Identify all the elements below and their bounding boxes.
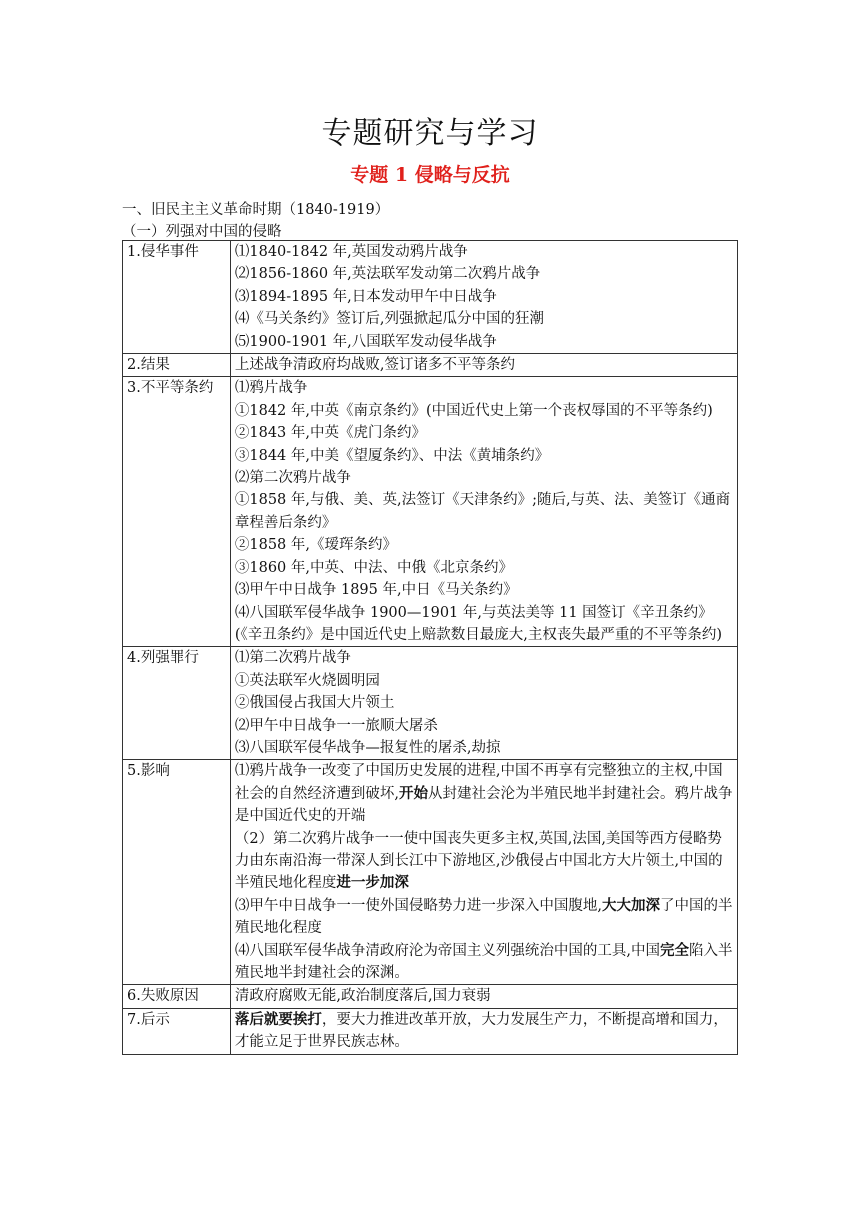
text-run: （2）第二次鸦片战争一一使中国丧失更多主权,英国,法国,美国等西方侵略势力由东南沿海一带深人到长江中下游地区,沙俄侵占中国北方大片领土,中国的半殖民地化程度 xyxy=(234,830,723,892)
row-content xyxy=(230,377,737,647)
paragraph xyxy=(235,940,733,985)
emphasis-text: 完全 xyxy=(659,941,689,959)
list-item: ⑷八国联军侵华战争 1900—1901 年,与英法美等 11 国签订《辛丑条约》(《辛丑条约》是中国近代史上赔款数目最庞大,主权丧失最严重的不平等条约) xyxy=(234,604,723,643)
table-row xyxy=(123,985,738,1008)
row-content xyxy=(230,647,737,760)
table-row xyxy=(123,760,738,985)
row-label: 4.列强罪行 xyxy=(123,647,231,760)
paragraph xyxy=(235,828,733,895)
list-item: ①英法联军火烧圆明园 xyxy=(234,672,380,689)
subsection-heading: （一）列强对中国的侵略 xyxy=(122,224,282,240)
row-content xyxy=(230,985,737,1008)
table-row xyxy=(123,354,738,377)
list-item: ⑷《马关条约》签订后,列强掀起瓜分中国的狂潮 xyxy=(234,311,544,328)
emphasis-text: 开始 xyxy=(398,784,428,802)
row-label: 2.结果 xyxy=(123,354,231,377)
topic-subtitle: 专题 1 侵略与反抗 xyxy=(350,164,510,186)
list-item: ③1860 年,中英、中法、中俄《北京条约》 xyxy=(234,559,513,576)
list-item: ⑴第二次鸦片战争 xyxy=(234,650,351,667)
list-item: 清政府腐败无能,政治制度落后,国力衰弱 xyxy=(234,988,491,1005)
text-run: ⑷八国联军侵华战争清政府沦为帝国主义列强统治中国的工具,中国 xyxy=(234,942,660,959)
row-label: 5.影响 xyxy=(123,760,231,985)
text-run: ⑴鸦片战争一改变了中国历史发展的进程,中国不再享有完整独立的主权,中国社会的自然经济遭到破坏, xyxy=(234,763,723,802)
list-item: ①1858 年,与俄、美、英,法签订《天津条约》;随后,与英、法、美签订《通商章程善后条约》 xyxy=(234,492,731,531)
paragraph xyxy=(235,760,733,827)
list-item: ⑶甲午中日战争 1895 年,中日《马关条约》 xyxy=(234,582,518,599)
text-run: 陷入半殖民地半封建社会的深渊。 xyxy=(234,942,733,981)
text-run: ，要大力推进改革开放，大力发展生产力，不断提高增和国力，才能立足于世界民族志林。 xyxy=(234,1011,728,1051)
list-item: ⑴鸦片战争 xyxy=(234,380,308,397)
table-row xyxy=(123,1008,738,1054)
list-item: ⑵第二次鸦片战争 xyxy=(234,470,351,487)
table-row xyxy=(123,647,738,760)
row-content xyxy=(230,1008,737,1054)
text-run: 了中国的半殖民地化程度 xyxy=(234,897,733,937)
paragraph xyxy=(235,1009,733,1054)
list-item: 上述战争清政府均战败,签订诸多不平等条约 xyxy=(234,357,515,374)
list-item: ⑵1856-1860 年,英法联军发动第二次鸦片战争 xyxy=(234,266,541,283)
list-item: ⑶1894-1895 年,日本发动甲午中日战争 xyxy=(234,288,497,305)
page-title: 专题研究与学习 xyxy=(321,116,539,151)
list-item: ⑶八国联军侵华战争—报复性的屠杀,劫掠 xyxy=(234,739,501,756)
list-item: ②1858 年,《瑷珲条约》 xyxy=(234,537,397,554)
row-label: 1.侵华事件 xyxy=(123,241,231,354)
row-label: 6.失败原因 xyxy=(123,985,231,1008)
row-content xyxy=(230,760,737,985)
table-row xyxy=(123,377,738,647)
text-run: 从封建社会沦为半殖民地半封建社会。鸦片战争是中国近代史的开端 xyxy=(234,785,733,825)
section-heading: 一、旧民主主义革命时期（1840-1919） xyxy=(122,202,390,218)
text-run: ⑶甲午中日战争一一使外国侵略势力进一步深入中国腹地, xyxy=(234,897,602,914)
list-item: ⑴1840-1842 年,英国发动鸦片战争 xyxy=(234,244,468,260)
row-content xyxy=(230,354,737,377)
emphasis-text: 大大加深 xyxy=(601,896,660,914)
paragraph xyxy=(235,895,733,940)
list-item: ③1844 年,中美《望厦条约》、中法《黄埔条约》 xyxy=(234,447,550,464)
row-label: 3.不平等条约 xyxy=(123,377,231,647)
list-item: ⑸1900-1901 年,八国联军发动侵华战争 xyxy=(234,333,497,350)
row-label: 7.后示 xyxy=(123,1008,231,1054)
emphasis-text: 落后就要挨打 xyxy=(234,1010,322,1028)
list-item: ⑵甲午中日战争一一旅顺大屠杀 xyxy=(234,717,438,734)
list-item: ②俄国侵占我国大片领土 xyxy=(234,695,395,712)
emphasis-text: 进一步加深 xyxy=(336,874,409,892)
list-item: ①1842 年,中英《南京条约》(中国近代史上第一个丧权辱国的不平等条约) xyxy=(234,402,713,419)
table-row xyxy=(123,241,738,354)
content-table xyxy=(122,240,738,1055)
list-item: ②1843 年,中英《虎门条约》 xyxy=(234,425,426,442)
row-content xyxy=(230,241,737,354)
